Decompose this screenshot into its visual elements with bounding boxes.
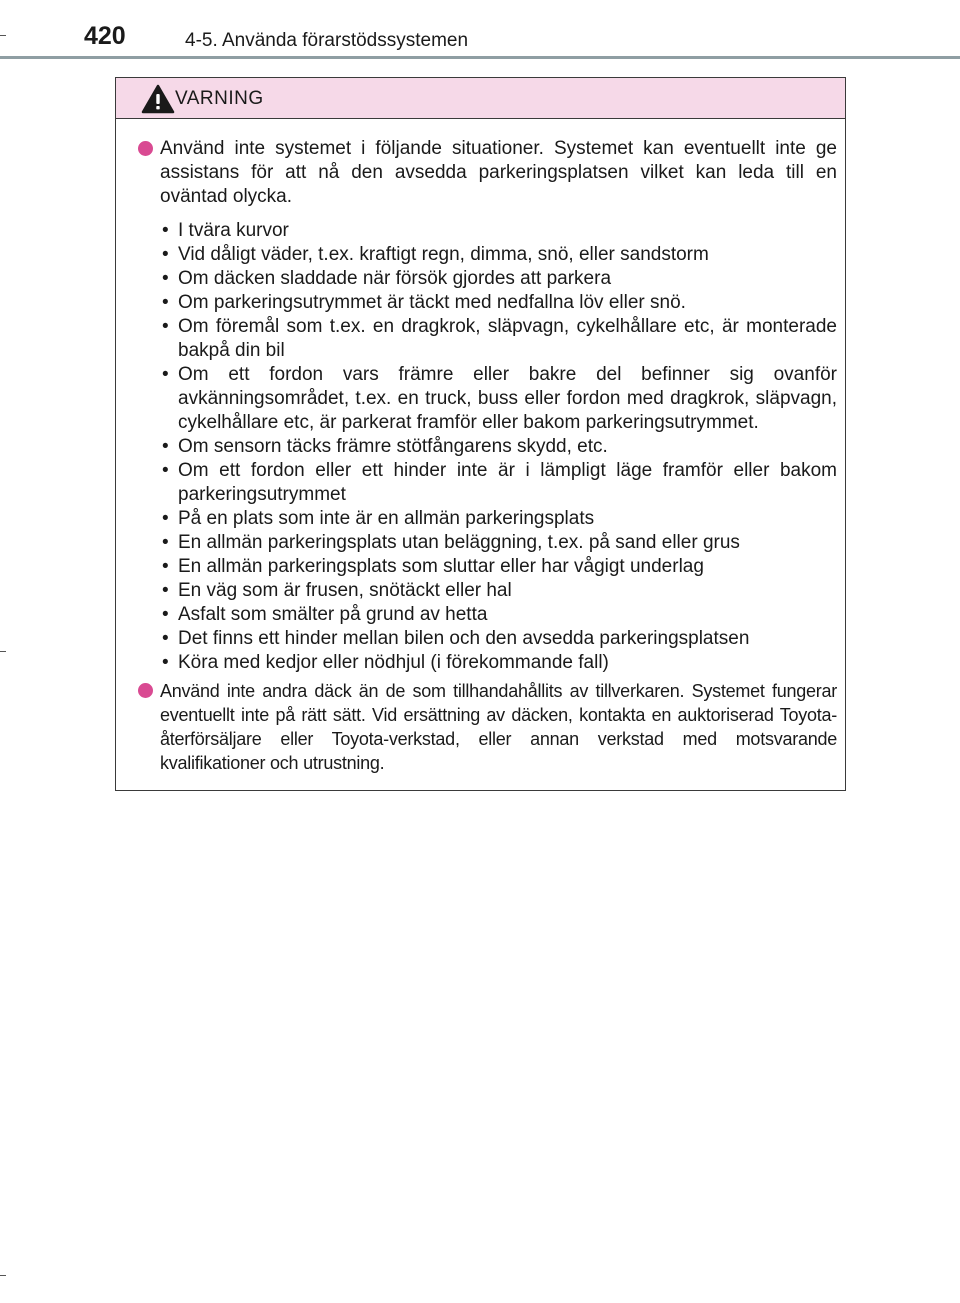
warning-paragraph	[138, 137, 837, 209]
list-item: • Köra med kedjor eller nödhjul (i förekommande fall)	[138, 651, 837, 675]
list-item: • På en plats som inte är en allmän parkeringsplats	[138, 507, 837, 531]
bullet-dot-icon	[138, 141, 153, 156]
list-item: • Om föremål som t.ex. en dragkrok, släpvagn, cykelhållare etc, är monterade bakpå din bil	[138, 315, 837, 363]
crop-mark	[0, 651, 6, 652]
warning-body	[116, 119, 845, 775]
page-header	[0, 0, 960, 60]
list-item: • Om ett fordon vars främre eller bakre del befinner sig ovanför avkänningsområdet, t.ex. en truck, buss eller fordon med dragkrok, släpvagn, cykelhållare etc, är parkerat framför eller bakom parkeringsutrymmet.	[138, 363, 837, 435]
list-item: • Om parkeringsutrymmet är täckt med nedfallna löv eller snö.	[138, 291, 837, 315]
list-item: • Asfalt som smälter på grund av hetta	[138, 603, 837, 627]
list-item: • Det finns ett hinder mellan bilen och den avsedda parkeringsplatsen	[138, 627, 837, 651]
warning-triangle-icon	[141, 84, 175, 114]
warning-paragraph	[138, 679, 837, 775]
situation-list	[138, 219, 837, 675]
list-item: • Om däcken sladdade när försök gjordes att parkera	[138, 267, 837, 291]
list-item: • En allmän parkeringsplats som sluttar eller har vågigt underlag	[138, 555, 837, 579]
header-rule	[0, 56, 960, 59]
paragraph-text: Använd inte andra däck än de som tillhandahållits av tillverkaren. Systemet fungerar eventuellt inte på rätt sätt. Vid ersättning av däcken, kontakta en auktoriserad Toyota-återförsäljare eller Toyota-verkstad, eller annan verkstad med motsvarande kvalifikationer och utrustning.	[160, 681, 837, 773]
list-item: • Vid dåligt väder, t.ex. kraftigt regn, dimma, snö, eller sandstorm	[138, 243, 837, 267]
warning-header	[116, 78, 845, 119]
list-item: • I tvära kurvor	[138, 219, 837, 243]
list-item: • Om sensorn täcks främre stötfångarens skydd, etc.	[138, 435, 837, 459]
bullet-dot-icon	[138, 683, 153, 698]
page-number: 420	[84, 22, 126, 50]
paragraph-text: Använd inte systemet i följande situationer. Systemet kan eventuellt inte ge assistans för att nå den avsedda parkeringsplatsen vilket kan leda till en oväntad olycka.	[160, 138, 837, 207]
warning-box	[115, 77, 846, 791]
list-item: • En väg som är frusen, snötäckt eller hal	[138, 579, 837, 603]
list-item: • En allmän parkeringsplats utan beläggning, t.ex. på sand eller grus	[138, 531, 837, 555]
list-item: • Om ett fordon eller ett hinder inte är i lämpligt läge framför eller bakom parkeringsutrymmet	[138, 459, 837, 507]
section-title: 4-5. Använda förarstödssystemen	[185, 30, 469, 51]
crop-mark	[0, 1275, 6, 1276]
warning-title: VARNING	[175, 88, 264, 109]
